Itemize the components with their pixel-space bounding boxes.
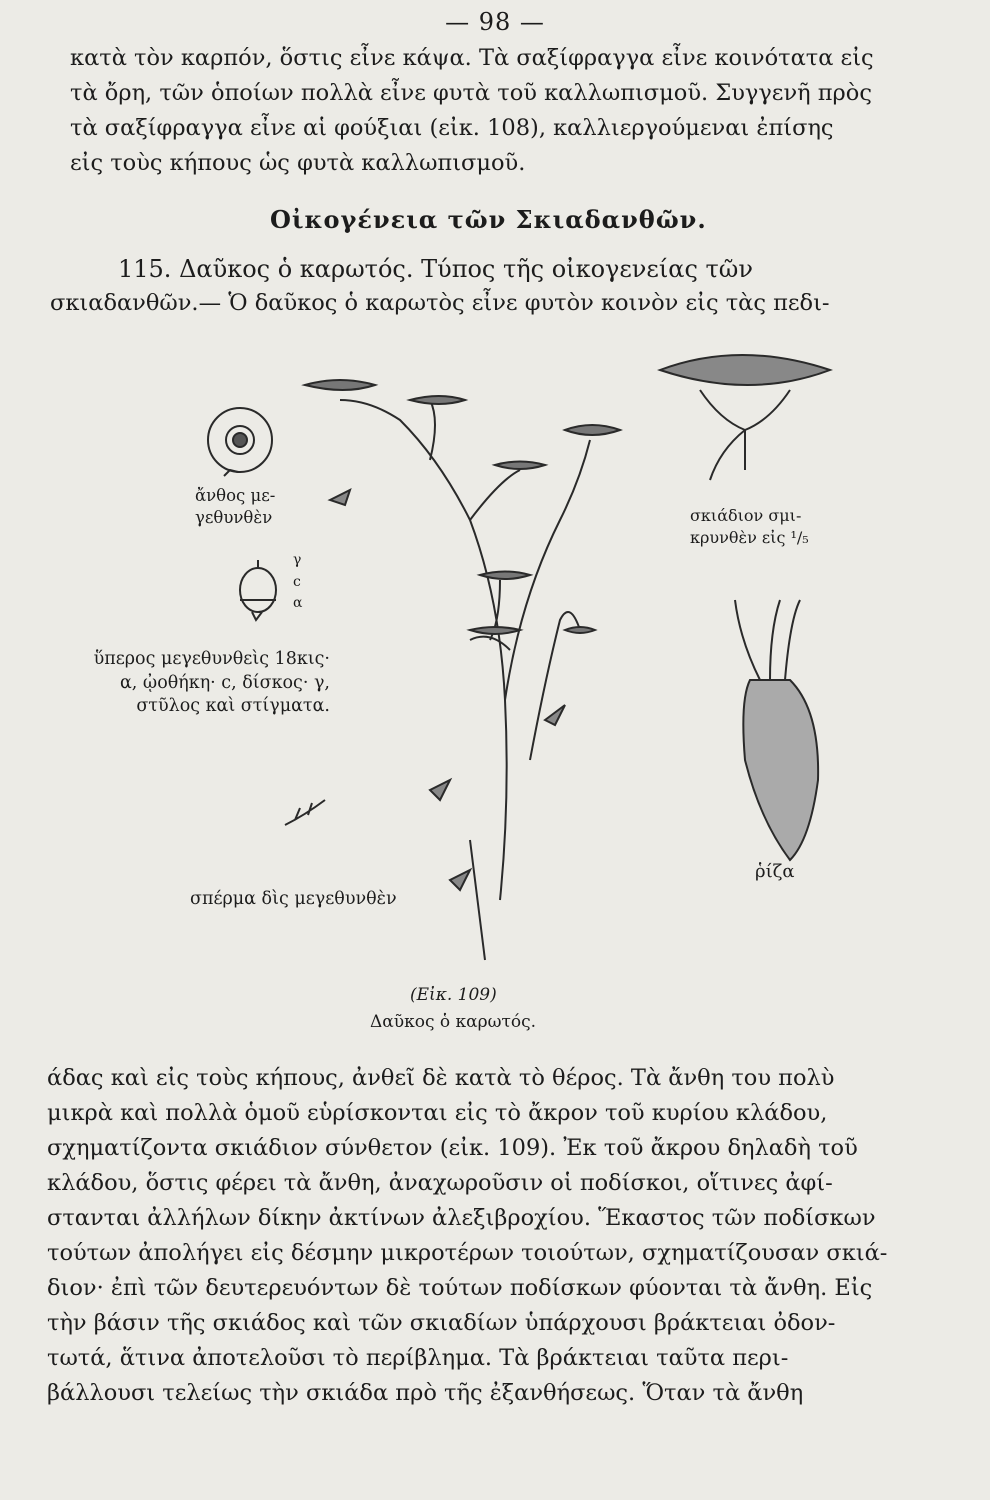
plant-drawing (305, 380, 620, 960)
text-line: εἰς τοὺς κήπους ὡς φυτὰ καλλωπισμοῦ. (70, 150, 526, 176)
root-label: ῥίζα (755, 861, 795, 882)
text-line: κλάδου, ὅστις φέρει τὰ ἄνθη, ἀναχωροῦσιν οἱ ποδίσκοι, οἵτινες ἀφί- (47, 1170, 833, 1196)
text-line: σχηματίζοντα σκιάδιον σύνθετον (εἰκ. 109). Ἐκ τοῦ ἄκρου δηλαδὴ τοῦ (47, 1135, 858, 1161)
text-line: τωτά, ἅτινα ἀποτελοῦσι τὸ περίβλημα. Τὰ βράκτειαι ταῦτα περι- (47, 1345, 789, 1371)
section-title: Οἰκογένεια τῶν Σκιαδανθῶν. (270, 205, 707, 234)
ovary-letter-c: c (293, 574, 301, 590)
text-line: άδας καὶ εἰς τοὺς κήπους, ἀνθεῖ δὲ κατὰ τὸ θέρος. Τὰ ἄνθη του πολὺ (47, 1065, 835, 1091)
text-line: τὰ σαξίφραγγα εἶνε αἱ φούξιαι (εἰκ. 108), καλλιεργούμεναι ἐπίσης (70, 115, 834, 141)
text-line: τούτων ἀπολήγει εἰς δέσμην μικροτέρων τοιούτων, σχηματίζουσαν σκιά- (47, 1240, 888, 1266)
ovary-letter-gamma: γ (293, 552, 302, 568)
ovary-letter-alpha: α (293, 595, 303, 611)
seed-drawing (285, 800, 325, 825)
seed-label: σπέρμα δὶς μεγεθυνθὲν (190, 889, 397, 909)
ovary-drawing (240, 560, 276, 620)
text-line: διον· ἐπὶ τῶν δευτερευόντων δὲ τούτων ποδίσκων φύονται τὰ ἄνθη. Εἰς (47, 1275, 873, 1301)
umbel-label: σκιάδιον σμι- κρυνθὲν εἰς ¹/₅ (690, 506, 809, 547)
text-line: στανται ἀλλήλων δίκην ἀκτίνων ἀλεξιβροχίου. Ἕκαστος τῶν ποδίσκων (47, 1205, 876, 1231)
figure-caption: Δαῦκος ὁ καρωτός. (370, 1012, 537, 1032)
text-line: μικρὰ καὶ πολλὰ ὁμοῦ εὑρίσκονται εἰς τὸ ἄκρον τοῦ κυρίου κλάδου, (47, 1100, 828, 1126)
section-heading-line: 115. Δαῦκος ὁ καρωτός. Τύπος τῆς οἰκογενείας τῶν (118, 255, 753, 283)
text-line: σκιαδανθῶν.— Ὁ δαῦκος ὁ καρωτὸς εἶνε φυτὸν κοινὸν εἰς τὰς πεδι- (50, 290, 830, 316)
flower-label: ἄνθος με- γεθυνθὲν (195, 486, 276, 528)
text-line: τὰ ὄρη, τῶν ὁποίων πολλὰ εἶνε φυτὰ τοῦ καλλωπισμοῦ. Συγγενῆ πρὸς (70, 80, 872, 106)
root-drawing (735, 600, 818, 860)
ovary-label: ὕπερος μεγεθυνθεὶς 18κις· α, ᾠοθήκη· c, δίσκος· γ, στῦλος καὶ στίγματα. (93, 649, 330, 717)
text-line: βάλλουσι τελείως τὴν σκιάδα πρὸ τῆς ἐξανθήσεως. Ὅταν τὰ ἄνθη (47, 1380, 804, 1406)
text-line: τὴν βάσιν τῆς σκιάδος καὶ τῶν σκιαδίων ὑπάρχουσι βράκτειαι ὀδον- (47, 1310, 836, 1336)
text-line: κατὰ τὸν καρπόν, ὅστις εἶνε κάψα. Τὰ σαξίφραγγα εἶνε κοινότατα εἰς (70, 45, 874, 71)
page-number: — 98 — (445, 8, 545, 36)
flower-drawing (208, 408, 272, 476)
figure-number: (Εἰκ. 109) (410, 985, 497, 1005)
umbel-drawing (660, 355, 830, 480)
